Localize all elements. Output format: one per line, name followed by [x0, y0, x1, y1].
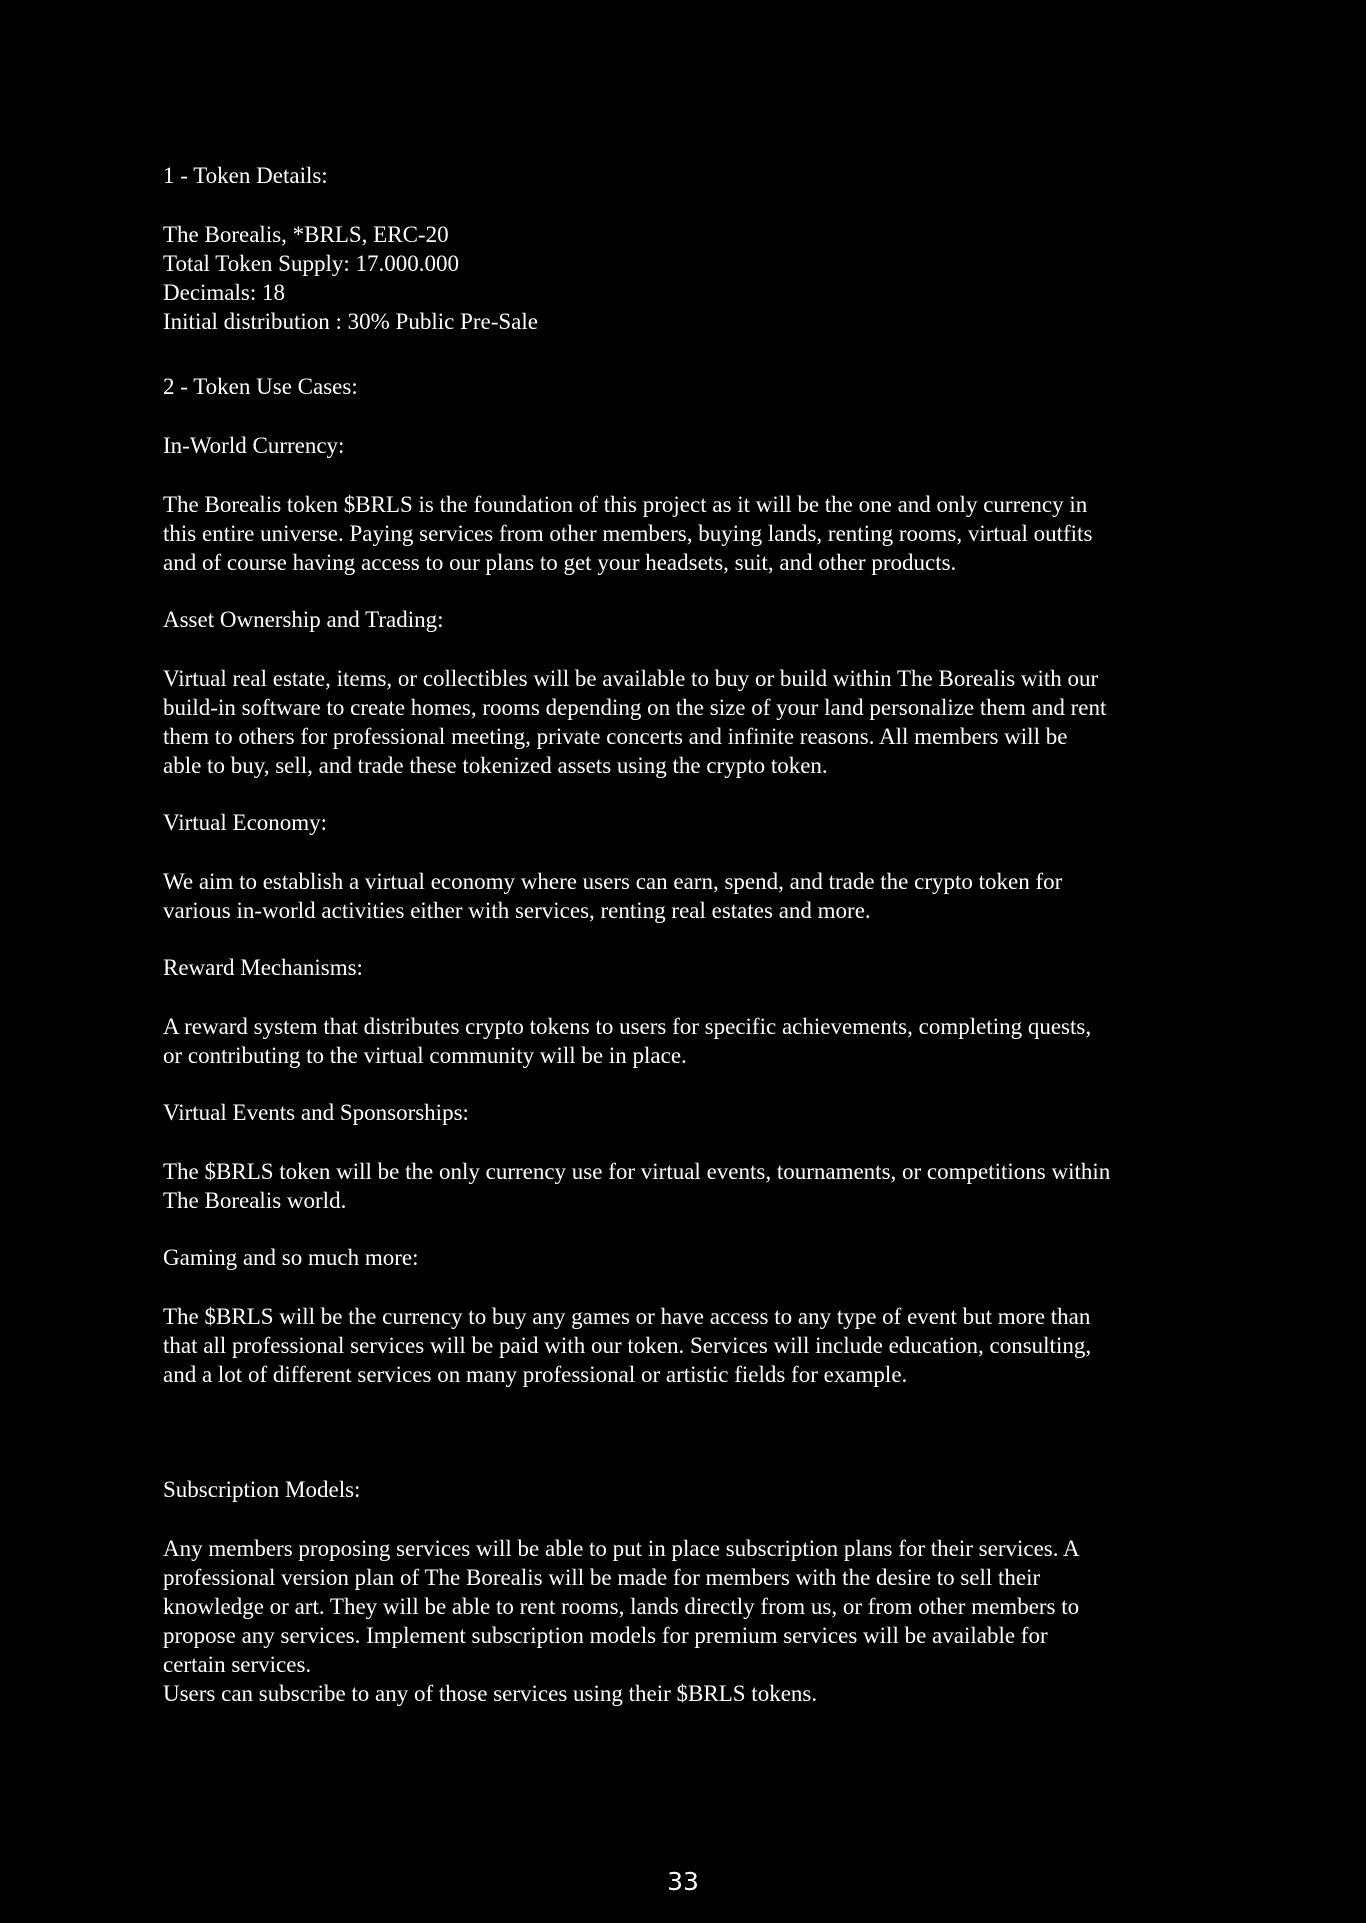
paragraph-line: Users can subscribe to any of those services using their $BRLS tokens. — [163, 1681, 818, 1706]
paragraph-virtual-economy — [163, 867, 1213, 925]
paragraph-asset-ownership — [163, 664, 1213, 780]
paragraph-line: Virtual real estate, items, or collectibles will be available to buy or build within The Borealis with our — [163, 666, 1099, 691]
paragraph-line: various in-world activities either with services, renting real estates and more. — [163, 898, 871, 923]
token-distribution-line: Initial distribution : 30% Public Pre-Sale — [163, 309, 538, 334]
paragraph-subscription-models — [163, 1534, 1213, 1708]
paragraph-line: build-in software to create homes, rooms depending on the size of your land personalize them and rent — [163, 695, 1107, 720]
paragraph-line: propose any services. Implement subscription models for premium services will be available for — [163, 1623, 1048, 1648]
paragraph-line: The Borealis world. — [163, 1188, 347, 1213]
paragraph-line: A reward system that distributes crypto tokens to users for specific achievements, completing quests, — [163, 1014, 1092, 1039]
token-supply-line: Total Token Supply: 17.000.000 — [163, 251, 459, 276]
paragraph-line: The Borealis token $BRLS is the foundation of this project as it will be the one and only currency in — [163, 492, 1088, 517]
page-number: 33 — [667, 1867, 699, 1896]
section-heading-use-cases: 2 - Token Use Cases: — [163, 374, 358, 399]
subheading-subscription-models: Subscription Models: — [163, 1477, 361, 1502]
paragraph-line: The $BRLS will be the currency to buy any games or have access to any type of event but more than — [163, 1304, 1091, 1329]
paragraph-line: them to others for professional meeting, private concerts and infinite reasons. All members will be — [163, 724, 1068, 749]
paragraph-line: certain services. — [163, 1652, 312, 1677]
token-name-line: The Borealis, *BRLS, ERC-20 — [163, 222, 449, 247]
token-decimals-line: Decimals: 18 — [163, 280, 285, 305]
paragraph-line: or contributing to the virtual community will be in place. — [163, 1043, 687, 1068]
paragraph-line: We aim to establish a virtual economy where users can earn, spend, and trade the crypto token for — [163, 869, 1063, 894]
subheading-virtual-events: Virtual Events and Sponsorships: — [163, 1100, 469, 1125]
section-heading-token-details: 1 - Token Details: — [163, 163, 328, 188]
paragraph-line: The $BRLS token will be the only currency use for virtual events, tournaments, or competitions within — [163, 1159, 1111, 1184]
subheading-in-world-currency: In-World Currency: — [163, 433, 345, 458]
subheading-asset-ownership: Asset Ownership and Trading: — [163, 607, 444, 632]
subheading-gaming: Gaming and so much more: — [163, 1245, 419, 1270]
paragraph-virtual-events — [163, 1157, 1213, 1215]
paragraph-reward-mechanisms — [163, 1012, 1213, 1070]
paragraph-line: and of course having access to our plans to get your headsets, suit, and other products. — [163, 550, 957, 575]
paragraph-in-world-currency — [163, 490, 1213, 577]
paragraph-line: this entire universe. Paying services from other members, buying lands, renting rooms, virtual outfits — [163, 521, 1093, 546]
paragraph-line: Any members proposing services will be able to put in place subscription plans for their services. A — [163, 1536, 1080, 1561]
paragraph-line: that all professional services will be paid with our token. Services will include education, consulting, — [163, 1333, 1092, 1358]
paragraph-line: professional version plan of The Borealis will be made for members with the desire to sell their — [163, 1565, 1041, 1590]
document-page — [163, 161, 1213, 1708]
subheading-virtual-economy: Virtual Economy: — [163, 810, 328, 835]
paragraph-gaming — [163, 1302, 1213, 1389]
subheading-reward-mechanisms: Reward Mechanisms: — [163, 955, 363, 980]
paragraph-line: and a lot of different services on many professional or artistic fields for example. — [163, 1362, 908, 1387]
paragraph-line: knowledge or art. They will be able to rent rooms, lands directly from us, or from other members to — [163, 1594, 1080, 1619]
paragraph-line: able to buy, sell, and trade these tokenized assets using the crypto token. — [163, 753, 828, 778]
token-details-list — [163, 220, 1213, 336]
